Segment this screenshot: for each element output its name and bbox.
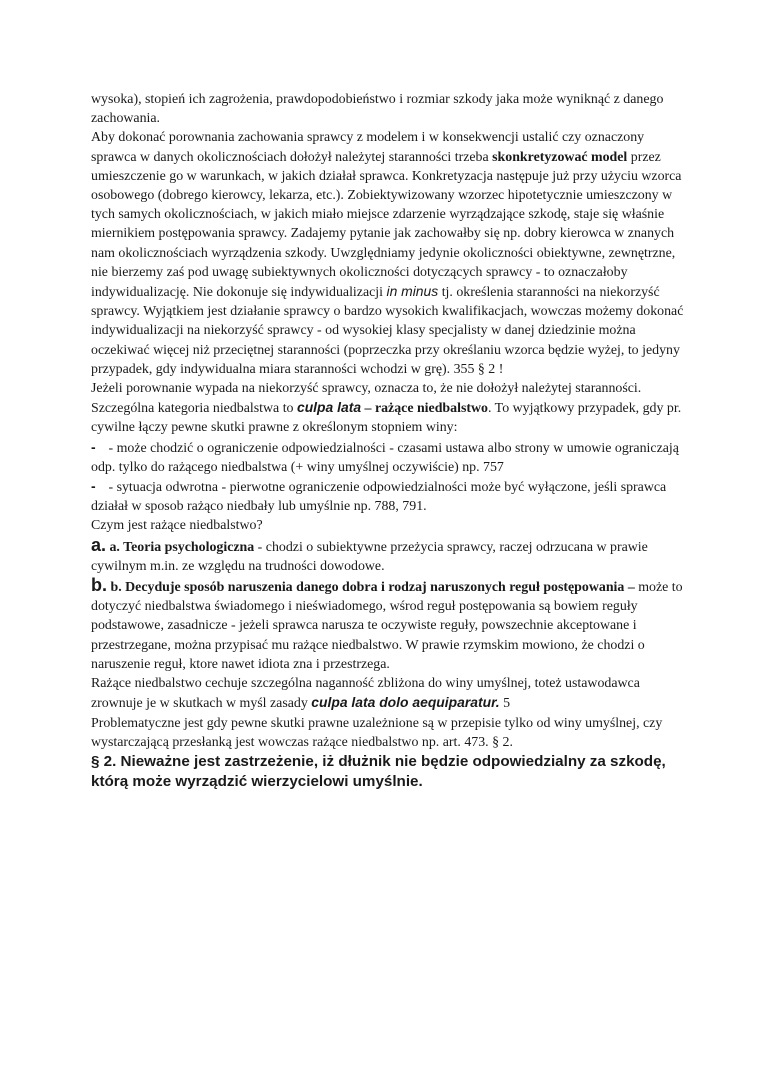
paragraph-4	[91, 398, 691, 437]
paragraph-2-italic-term: in minus	[386, 283, 439, 300]
latin-maxim: culpa lata dolo aequiparatur.	[311, 694, 500, 711]
paragraph-2	[91, 128, 691, 379]
paragraph-4-text-a: Szczególna kategoria niedbalstwa to	[91, 401, 297, 417]
point-a-text: ‑ chodzi o subiektywne przeżycia sprawcy, raczej odrzucana w prawie cywilnym m.in. ze względu na trudności dowodowe.	[91, 539, 648, 574]
bullet-marker-2: -	[91, 478, 96, 495]
culpa-lata-term: culpa lata	[296, 399, 362, 416]
bullet-item-1	[91, 438, 691, 477]
question-line: Czym jest rażące niedbalstwo?	[91, 518, 263, 534]
point-a-marker: a.	[91, 534, 107, 555]
point-b-marker: b.	[91, 575, 107, 596]
point-b-text: może to dotyczyć niedbalstwa świadomego i nieświadomego, wśrod reguł postępowania są bowiem reguły podstawowe, zasadnicze ‑ jeżeli sprawca narusza te oczywiste reguły, powszechnie akceptowane i przestrzegane, można przypisać mu rażące niedbalstwo. W prawie rzymskim mowiono, że chodzi o naruszenie reguł, ktore nawet idiota zna i przestrzega.	[91, 580, 683, 672]
bullet-marker-1: -	[91, 438, 96, 455]
paragraph-2-bold-term: skonkretyzować model	[492, 149, 628, 165]
point-b	[91, 576, 691, 674]
paragraph-5	[91, 674, 691, 713]
bullet-text-2: - sytuacja odwrotna ‑ pierwotne ograniczenie odpowiedzialności może być wyłączone, jeśli sprawca działał w sposob rażąco niedbały lub umyślnie np. 788, 791.	[91, 480, 667, 515]
paragraph-2-text-e: tj. określenia staranności na niekorzyść sprawcy. Wyjątkiem jest działanie sprawcy o bardzo wysokich kwalifikacjach, wowczas możemy dokonać indywidualizacji na niekorzyść sprawcy ‑ od wysokiej klasy specjalisty w danej dziedzinie można oczekiwać więcej niż przeciętnej staranności (poprzeczka przy określaniu wzorca będzie wyżej, to jedyny przypadek, gdy indywidualna miara staranności wchodzi w grę). 355 § 2 !	[91, 285, 684, 377]
paragraph-5-text-a: Rażące niedbalstwo cechuje szczególna naganność zbliżona do winy umyślnej, toteż ustawodawca zrownuje je w skutkach w myśl zasady	[91, 676, 640, 712]
bullet-text-1: - może chodzić o ograniczenie odpowiedzialności - czasami ustawa albo strony w umowie ograniczają odp. tylko do rażącego niedbalstwa (+ winy umyślnej oczywiście) np. 757	[91, 440, 679, 475]
quoted-article-paragraph: § 2. Nieważne jest zastrzeżenie, iż dłużnik nie będzie odpowiedzialny za szkodę, którą może wyrządzić wierzycielowi umyślnie.	[91, 752, 666, 790]
paragraph-4-text-d: . To wyjątkowy przypadek, gdy pr. cywilne łączy pewne skutki prawne z określonym stopniem winy:	[91, 401, 682, 436]
paragraph-6: Problematyczne jest gdy pewne skutki prawne uzależnione są w przepisie tylko od winy umyślnej, czy wystarczającą przesłanką jest wowczas rażące niedbalstwo np. art. 473. § 2.	[91, 715, 663, 750]
paragraph-5-text-c: 5	[499, 696, 511, 712]
point-a	[91, 536, 691, 576]
paragraph-2-text-c: przez umieszczenie go w warunkach, w jakich działał sprawca. Konkretyzacja następuje już przy użyciu wzorca osobowego (dobrego kierowcy, lekarza, etc.). Zobiektywizowany wzorzec hipotetycznie umieszczony w tych samych okolicznościach, w jakich miało miejsce zdarzenie wyrządzające szkodę, staje się właśnie miernikiem postępowania sprawcy. Zadajemy pytanie jak zachowałby się np. dobry kierowca w znanych nam okolicznościach wyrządzenia szkody. Uwzględniamy jedynie okoliczności obiektywne, zewnętrzne, nie bierzemy zaś pod uwagę subiektywnych okoliczności dotyczących sprawcy ‑ to oznaczałoby indywidualizację. Nie dokonuje się indywidualizacji	[91, 149, 682, 301]
paragraph-3: Jeżeli porownanie wypada na niekorzyść sprawcy, oznacza to, że nie dołożył należytej staranności.	[91, 381, 642, 397]
razace-niedbalstwo-term: – rażące niedbalstwo	[361, 401, 488, 417]
paragraph-2-text-a: Aby dokonać porownania zachowania sprawcy z modelem i w konsekwencji ustalić czy oznaczony sprawca w danych okolicznościach dołożył należytej staranności trzeba	[91, 130, 645, 165]
point-b-heading: b. Decyduje sposób naruszenia danego dobra i rodzaj naruszonych reguł postępowania –	[107, 580, 635, 596]
document-body	[91, 90, 691, 792]
bullet-item-2	[91, 477, 691, 516]
point-a-heading: a. Teoria psychologiczna	[106, 539, 255, 555]
paragraph-1: wysoka), stopień ich zagrożenia, prawdopodobieństwo i rozmiar szkody jaka może wyniknąć z danego zachowania.	[91, 92, 664, 127]
